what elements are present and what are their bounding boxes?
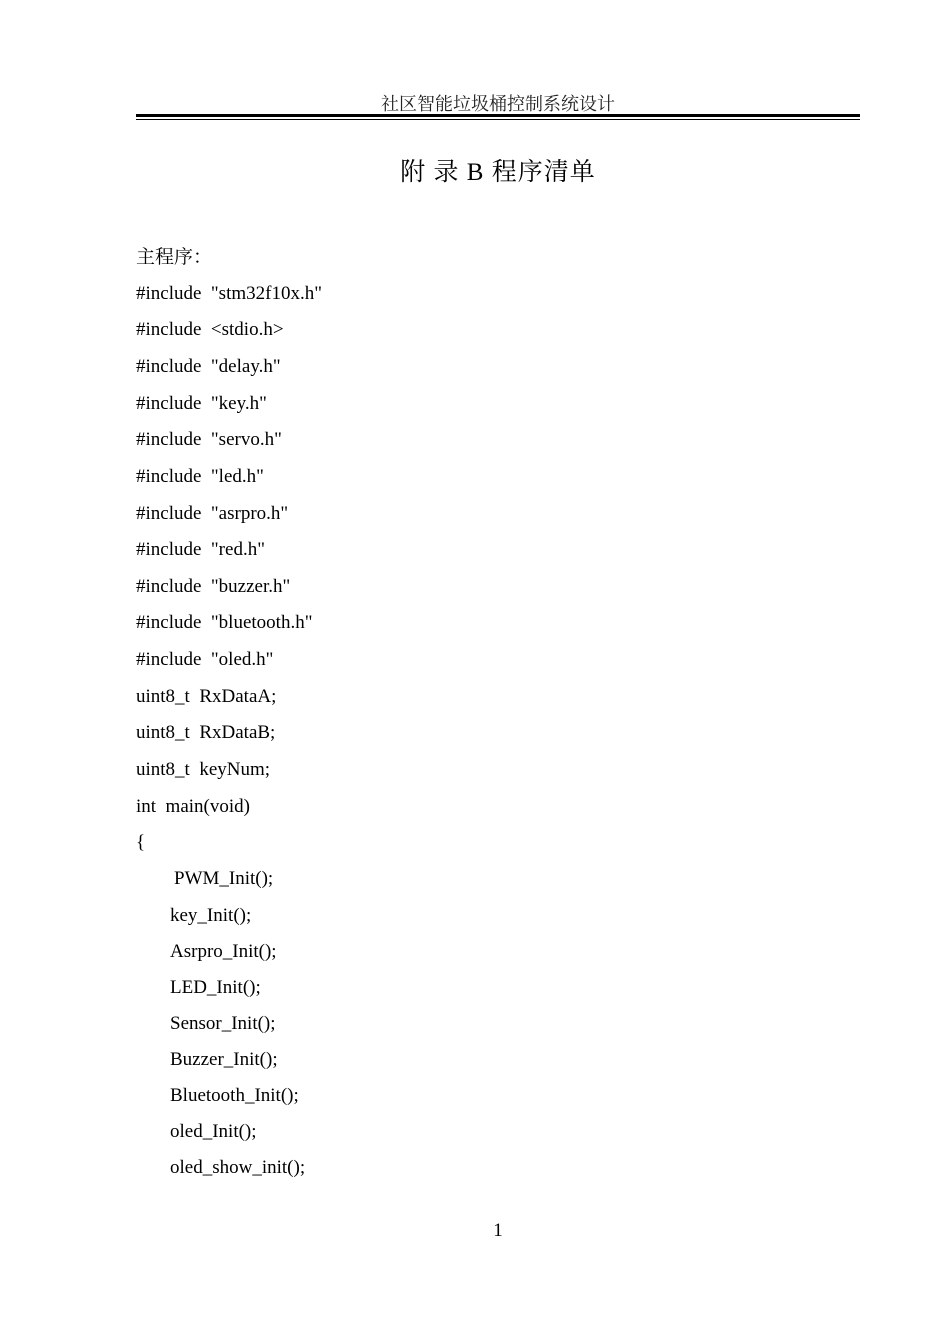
code-line: uint8_t keyNum; — [136, 759, 271, 780]
code-line: key_Init(); — [170, 905, 252, 926]
header-rule-thin — [136, 119, 860, 120]
code-line: #include "led.h" — [136, 466, 264, 487]
code-line: Sensor_Init(); — [170, 1013, 276, 1034]
code-line: PWM_Init(); — [174, 868, 274, 889]
code-line: Asrpro_Init(); — [170, 941, 277, 962]
code-line: #include "buzzer.h" — [136, 576, 291, 597]
code-line: { — [136, 832, 146, 853]
code-line: int main(void) — [136, 796, 250, 817]
code-line: Bluetooth_Init(); — [170, 1085, 299, 1106]
code-line: LED_Init(); — [170, 977, 261, 998]
code-line: oled_show_init(); — [170, 1157, 306, 1178]
code-line: #include "servo.h" — [136, 429, 282, 450]
code-line: #include "asrpro.h" — [136, 503, 289, 524]
code-line: #include <stdio.h> — [136, 319, 284, 340]
code-line: #include "oled.h" — [136, 649, 274, 670]
header-rule-thick — [136, 114, 860, 117]
code-line: #include "red.h" — [136, 539, 265, 560]
code-line: #include "key.h" — [136, 393, 267, 414]
appendix-title: 附 录 B 程序清单 — [400, 159, 596, 186]
running-title: 社区智能垃圾桶控制系统设计 — [381, 94, 615, 114]
code-line: uint8_t RxDataA; — [136, 686, 277, 707]
code-line: oled_Init(); — [170, 1121, 257, 1142]
section-label: 主程序： — [136, 247, 213, 268]
code-line: #include "delay.h" — [136, 356, 281, 377]
code-line: uint8_t RxDataB; — [136, 722, 276, 743]
page-number: 1 — [493, 1220, 503, 1241]
code-line: #include "stm32f10x.h" — [136, 283, 322, 304]
code-line: #include "bluetooth.h" — [136, 612, 313, 633]
code-line: Buzzer_Init(); — [170, 1049, 278, 1070]
